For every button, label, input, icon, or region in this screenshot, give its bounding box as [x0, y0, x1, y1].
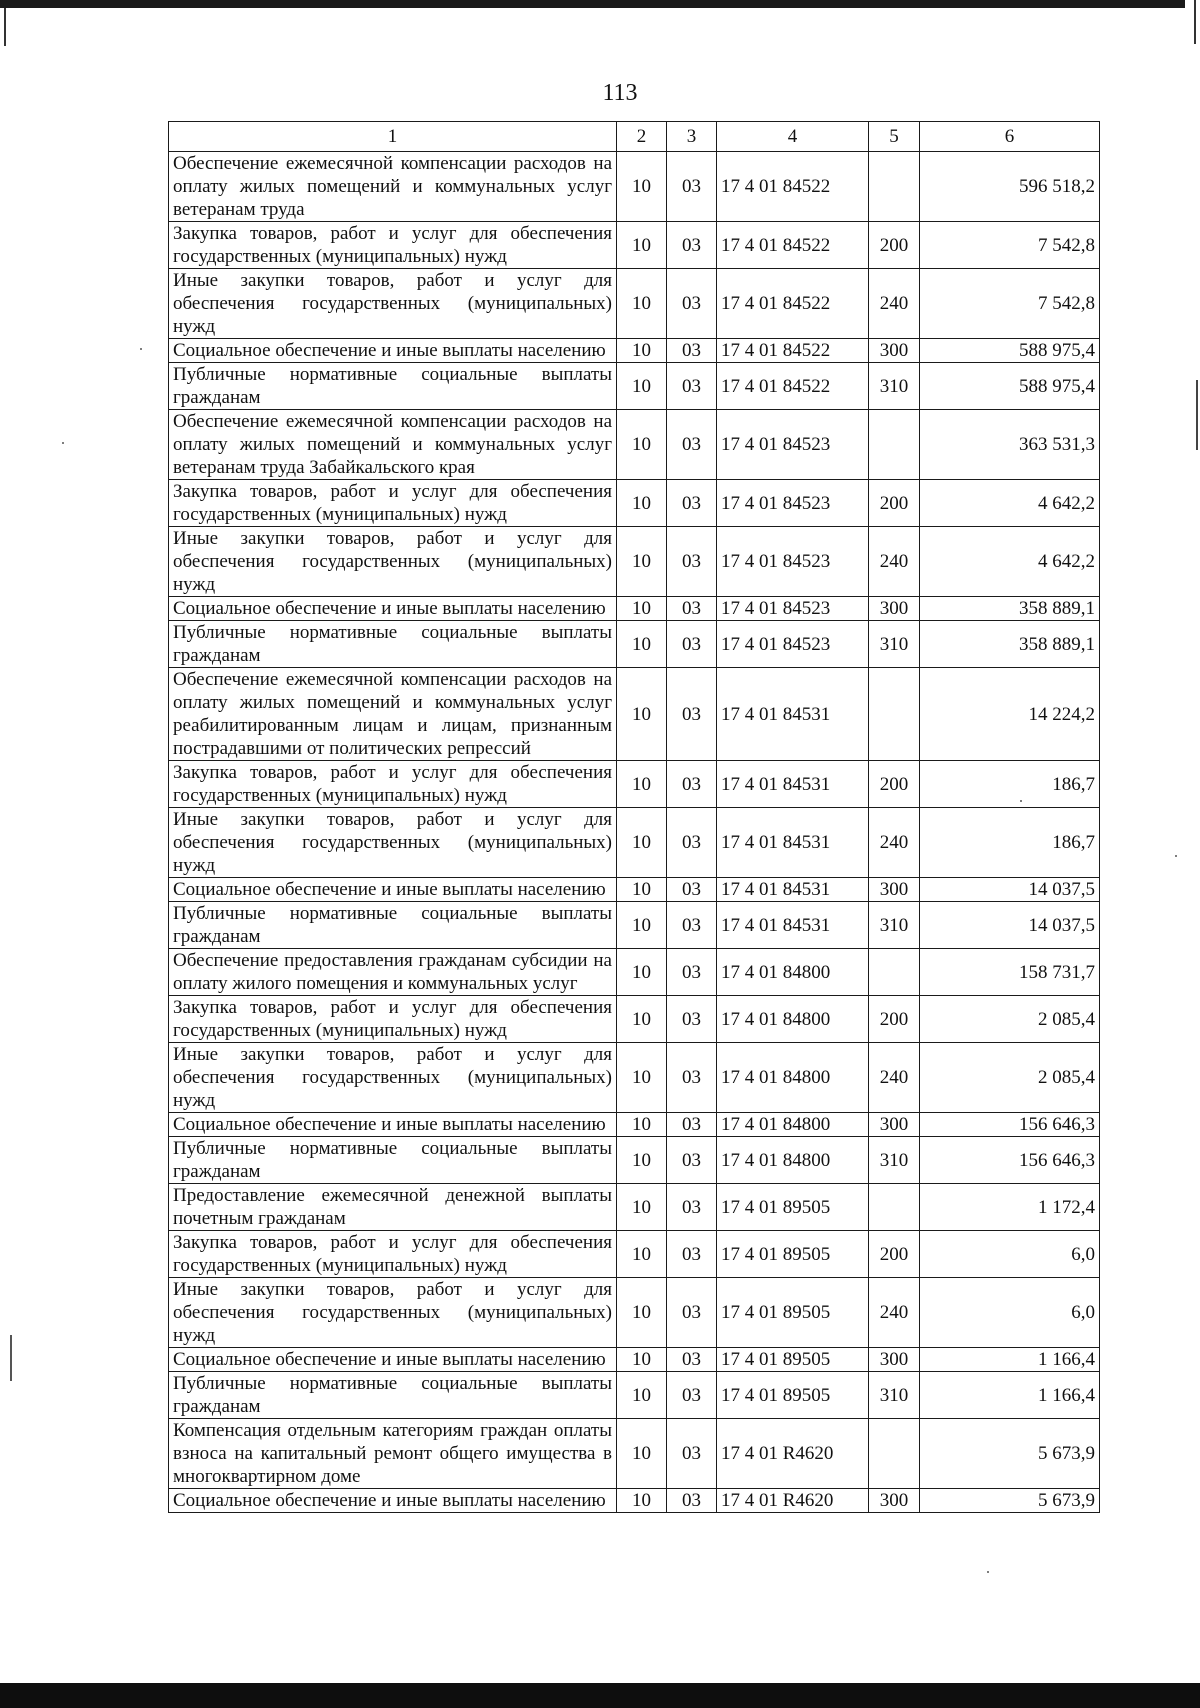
table-row — [169, 668, 1100, 761]
row-description: Социальное обеспечение и иные выплаты населению — [169, 1348, 617, 1372]
scan-speck — [1175, 855, 1177, 857]
row-description: Публичные нормативные социальные выплаты гражданам — [169, 621, 617, 668]
header-cell: 4 — [717, 122, 869, 152]
row-target-article: 17 4 01 89505 — [717, 1231, 869, 1278]
row-target-article: 17 4 01 84523 — [717, 480, 869, 527]
row-target-article: 17 4 01 84522 — [717, 152, 869, 222]
row-subsection-code: 03 — [667, 668, 717, 761]
row-description: Закупка товаров, работ и услуг для обеспечения государственных (муниципальных) нужд — [169, 1231, 617, 1278]
row-section-code: 10 — [617, 1231, 667, 1278]
row-amount: 14 037,5 — [920, 902, 1100, 949]
row-expense-type: 300 — [869, 339, 920, 363]
row-subsection-code: 03 — [667, 339, 717, 363]
row-target-article: 17 4 01 84531 — [717, 668, 869, 761]
page-number: 113 — [602, 80, 638, 106]
row-expense-type: 200 — [869, 996, 920, 1043]
row-subsection-code: 03 — [667, 1137, 717, 1184]
row-expense-type: 300 — [869, 1113, 920, 1137]
row-amount: 14 037,5 — [920, 878, 1100, 902]
row-target-article: 17 4 01 84531 — [717, 902, 869, 949]
row-target-article: 17 4 01 84800 — [717, 996, 869, 1043]
row-amount: 156 646,3 — [920, 1113, 1100, 1137]
row-subsection-code: 03 — [667, 527, 717, 597]
row-section-code: 10 — [617, 222, 667, 269]
table-row — [169, 808, 1100, 878]
row-amount: 1 166,4 — [920, 1372, 1100, 1419]
table-row — [169, 1419, 1100, 1489]
row-target-article: 17 4 01 84531 — [717, 808, 869, 878]
row-expense-type: 240 — [869, 1278, 920, 1348]
row-subsection-code: 03 — [667, 1372, 717, 1419]
row-subsection-code: 03 — [667, 410, 717, 480]
row-target-article: 17 4 01 84800 — [717, 1113, 869, 1137]
row-description: Закупка товаров, работ и услуг для обеспечения государственных (муниципальных) нужд — [169, 222, 617, 269]
row-expense-type: 240 — [869, 527, 920, 597]
row-amount: 5 673,9 — [920, 1419, 1100, 1489]
row-subsection-code: 03 — [667, 761, 717, 808]
row-expense-type — [869, 1419, 920, 1489]
row-subsection-code: 03 — [667, 1489, 717, 1513]
row-section-code: 10 — [617, 1489, 667, 1513]
row-section-code: 10 — [617, 1043, 667, 1113]
row-amount: 6,0 — [920, 1231, 1100, 1278]
row-target-article: 17 4 01 84522 — [717, 363, 869, 410]
row-section-code: 10 — [617, 480, 667, 527]
budget-table — [168, 121, 1100, 1513]
row-section-code: 10 — [617, 1278, 667, 1348]
row-amount: 186,7 — [920, 761, 1100, 808]
row-subsection-code: 03 — [667, 597, 717, 621]
table-row — [169, 1348, 1100, 1372]
row-section-code: 10 — [617, 996, 667, 1043]
row-amount: 358 889,1 — [920, 621, 1100, 668]
row-amount: 363 531,3 — [920, 410, 1100, 480]
row-amount: 186,7 — [920, 808, 1100, 878]
row-target-article: 17 4 01 R4620 — [717, 1419, 869, 1489]
header-cell: 5 — [869, 122, 920, 152]
row-description: Социальное обеспечение и иные выплаты населению — [169, 878, 617, 902]
row-section-code: 10 — [617, 1419, 667, 1489]
row-section-code: 10 — [617, 269, 667, 339]
table-row — [169, 152, 1100, 222]
row-section-code: 10 — [617, 878, 667, 902]
row-expense-type — [869, 668, 920, 761]
row-expense-type: 200 — [869, 1231, 920, 1278]
row-section-code: 10 — [617, 410, 667, 480]
table-row — [169, 222, 1100, 269]
row-section-code: 10 — [617, 1184, 667, 1231]
row-expense-type — [869, 410, 920, 480]
row-description: Публичные нормативные социальные выплаты гражданам — [169, 1372, 617, 1419]
row-description: Публичные нормативные социальные выплаты гражданам — [169, 902, 617, 949]
row-subsection-code: 03 — [667, 902, 717, 949]
row-expense-type: 300 — [869, 878, 920, 902]
row-expense-type: 240 — [869, 269, 920, 339]
table-row — [169, 1231, 1100, 1278]
table-row — [169, 621, 1100, 668]
row-target-article: 17 4 01 84523 — [717, 527, 869, 597]
table-row — [169, 1372, 1100, 1419]
row-description: Обеспечение предоставления гражданам субсидии на оплату жилого помещения и коммунальных услуг — [169, 949, 617, 996]
row-description: Обеспечение ежемесячной компенсации расходов на оплату жилых помещений и коммунальных услуг ветеранам труда Забайкальского края — [169, 410, 617, 480]
row-target-article: 17 4 01 84522 — [717, 339, 869, 363]
row-section-code: 10 — [617, 597, 667, 621]
scan-speck — [140, 348, 142, 350]
row-amount: 14 224,2 — [920, 668, 1100, 761]
row-target-article: 17 4 01 84522 — [717, 222, 869, 269]
row-section-code: 10 — [617, 621, 667, 668]
row-target-article: 17 4 01 89505 — [717, 1278, 869, 1348]
row-amount: 7 542,8 — [920, 222, 1100, 269]
header-cell: 3 — [667, 122, 717, 152]
row-description: Закупка товаров, работ и услуг для обеспечения государственных (муниципальных) нужд — [169, 996, 617, 1043]
table-row — [169, 339, 1100, 363]
row-target-article: 17 4 01 84800 — [717, 949, 869, 996]
row-target-article: 17 4 01 89505 — [717, 1372, 869, 1419]
row-expense-type: 310 — [869, 1137, 920, 1184]
row-target-article: 17 4 01 84531 — [717, 761, 869, 808]
row-section-code: 10 — [617, 1113, 667, 1137]
row-section-code: 10 — [617, 902, 667, 949]
row-amount: 1 166,4 — [920, 1348, 1100, 1372]
row-description: Иные закупки товаров, работ и услуг для обеспечения государственных (муниципальных) нужд — [169, 1043, 617, 1113]
row-expense-type: 310 — [869, 902, 920, 949]
row-target-article: 17 4 01 84800 — [717, 1043, 869, 1113]
row-description: Компенсация отдельным категориям граждан оплаты взноса на капитальный ремонт общего имущества в многоквартирном доме — [169, 1419, 617, 1489]
row-target-article: 17 4 01 R4620 — [717, 1489, 869, 1513]
table-row — [169, 1113, 1100, 1137]
table-row — [169, 878, 1100, 902]
row-section-code: 10 — [617, 1137, 667, 1184]
row-amount: 4 642,2 — [920, 480, 1100, 527]
scan-edge-bottom — [0, 1683, 1200, 1708]
row-amount: 2 085,4 — [920, 1043, 1100, 1113]
row-expense-type: 310 — [869, 1372, 920, 1419]
row-expense-type: 310 — [869, 621, 920, 668]
row-expense-type: 300 — [869, 1489, 920, 1513]
row-description: Публичные нормативные социальные выплаты гражданам — [169, 363, 617, 410]
scan-edge-right — [1194, 0, 1196, 44]
row-description: Иные закупки товаров, работ и услуг для обеспечения государственных (муниципальных) нужд — [169, 527, 617, 597]
header-cell: 2 — [617, 122, 667, 152]
row-expense-type: 200 — [869, 480, 920, 527]
row-target-article: 17 4 01 84523 — [717, 597, 869, 621]
row-description: Социальное обеспечение и иные выплаты населению — [169, 339, 617, 363]
row-amount: 358 889,1 — [920, 597, 1100, 621]
row-subsection-code: 03 — [667, 222, 717, 269]
row-description: Иные закупки товаров, работ и услуг для обеспечения государственных (муниципальных) нужд — [169, 269, 617, 339]
row-description: Иные закупки товаров, работ и услуг для обеспечения государственных (муниципальных) нужд — [169, 808, 617, 878]
row-description: Обеспечение ежемесячной компенсации расходов на оплату жилых помещений и коммунальных услуг ветеранам труда — [169, 152, 617, 222]
row-amount: 156 646,3 — [920, 1137, 1100, 1184]
row-section-code: 10 — [617, 668, 667, 761]
row-target-article: 17 4 01 84522 — [717, 269, 869, 339]
table-row — [169, 902, 1100, 949]
scan-edge-left — [4, 8, 6, 46]
row-expense-type — [869, 949, 920, 996]
row-expense-type: 200 — [869, 761, 920, 808]
row-amount: 5 673,9 — [920, 1489, 1100, 1513]
row-target-article: 17 4 01 84523 — [717, 621, 869, 668]
row-description: Закупка товаров, работ и услуг для обеспечения государственных (муниципальных) нужд — [169, 480, 617, 527]
row-expense-type — [869, 152, 920, 222]
row-subsection-code: 03 — [667, 621, 717, 668]
row-section-code: 10 — [617, 152, 667, 222]
scan-edge-right-mark — [1196, 380, 1198, 450]
row-section-code: 10 — [617, 808, 667, 878]
table-row — [169, 410, 1100, 480]
row-target-article: 17 4 01 84800 — [717, 1137, 869, 1184]
row-amount: 588 975,4 — [920, 363, 1100, 410]
row-amount: 596 518,2 — [920, 152, 1100, 222]
row-target-article: 17 4 01 89505 — [717, 1184, 869, 1231]
row-target-article: 17 4 01 89505 — [717, 1348, 869, 1372]
scan-edge-top — [0, 0, 1185, 8]
row-subsection-code: 03 — [667, 808, 717, 878]
scan-speck — [62, 442, 64, 444]
table-row — [169, 1278, 1100, 1348]
row-subsection-code: 03 — [667, 1043, 717, 1113]
table-row — [169, 269, 1100, 339]
scan-speck — [987, 1571, 989, 1573]
table-row — [169, 1137, 1100, 1184]
table-row — [169, 597, 1100, 621]
row-amount: 4 642,2 — [920, 527, 1100, 597]
row-expense-type — [869, 1184, 920, 1231]
row-section-code: 10 — [617, 949, 667, 996]
row-subsection-code: 03 — [667, 996, 717, 1043]
table-row — [169, 527, 1100, 597]
row-expense-type: 300 — [869, 1348, 920, 1372]
header-cell: 1 — [169, 122, 617, 152]
row-target-article: 17 4 01 84523 — [717, 410, 869, 480]
row-description: Социальное обеспечение и иные выплаты населению — [169, 1113, 617, 1137]
row-subsection-code: 03 — [667, 152, 717, 222]
table-row — [169, 761, 1100, 808]
table-row — [169, 480, 1100, 527]
row-section-code: 10 — [617, 363, 667, 410]
row-subsection-code: 03 — [667, 1348, 717, 1372]
row-section-code: 10 — [617, 1372, 667, 1419]
row-subsection-code: 03 — [667, 1113, 717, 1137]
row-section-code: 10 — [617, 761, 667, 808]
row-target-article: 17 4 01 84531 — [717, 878, 869, 902]
header-row — [169, 122, 1100, 152]
row-expense-type: 310 — [869, 363, 920, 410]
header-cell: 6 — [920, 122, 1100, 152]
row-amount: 158 731,7 — [920, 949, 1100, 996]
table-row — [169, 1489, 1100, 1513]
row-subsection-code: 03 — [667, 269, 717, 339]
row-expense-type: 300 — [869, 597, 920, 621]
row-amount: 1 172,4 — [920, 1184, 1100, 1231]
row-subsection-code: 03 — [667, 1231, 717, 1278]
row-section-code: 10 — [617, 1348, 667, 1372]
row-subsection-code: 03 — [667, 480, 717, 527]
row-description: Обеспечение ежемесячной компенсации расходов на оплату жилых помещений и коммунальных услуг реабилитированным лицам и лицам, признанным пострадавшими от политических репрессий — [169, 668, 617, 761]
row-description: Публичные нормативные социальные выплаты гражданам — [169, 1137, 617, 1184]
row-amount: 6,0 — [920, 1278, 1100, 1348]
scan-edge-left-mark — [10, 1335, 12, 1381]
row-section-code: 10 — [617, 527, 667, 597]
table-row — [169, 1184, 1100, 1231]
row-expense-type: 200 — [869, 222, 920, 269]
row-amount: 7 542,8 — [920, 269, 1100, 339]
row-subsection-code: 03 — [667, 1184, 717, 1231]
row-subsection-code: 03 — [667, 878, 717, 902]
table-row — [169, 363, 1100, 410]
row-expense-type: 240 — [869, 1043, 920, 1113]
row-description: Предоставление ежемесячной денежной выплаты почетным гражданам — [169, 1184, 617, 1231]
row-description: Социальное обеспечение и иные выплаты населению — [169, 597, 617, 621]
row-description: Социальное обеспечение и иные выплаты населению — [169, 1489, 617, 1513]
row-expense-type: 240 — [869, 808, 920, 878]
table-row — [169, 1043, 1100, 1113]
row-subsection-code: 03 — [667, 363, 717, 410]
row-description: Иные закупки товаров, работ и услуг для обеспечения государственных (муниципальных) нужд — [169, 1278, 617, 1348]
row-amount: 2 085,4 — [920, 996, 1100, 1043]
table-row — [169, 949, 1100, 996]
row-subsection-code: 03 — [667, 949, 717, 996]
row-description: Закупка товаров, работ и услуг для обеспечения государственных (муниципальных) нужд — [169, 761, 617, 808]
table-row — [169, 996, 1100, 1043]
row-subsection-code: 03 — [667, 1278, 717, 1348]
row-section-code: 10 — [617, 339, 667, 363]
row-amount: 588 975,4 — [920, 339, 1100, 363]
row-subsection-code: 03 — [667, 1419, 717, 1489]
